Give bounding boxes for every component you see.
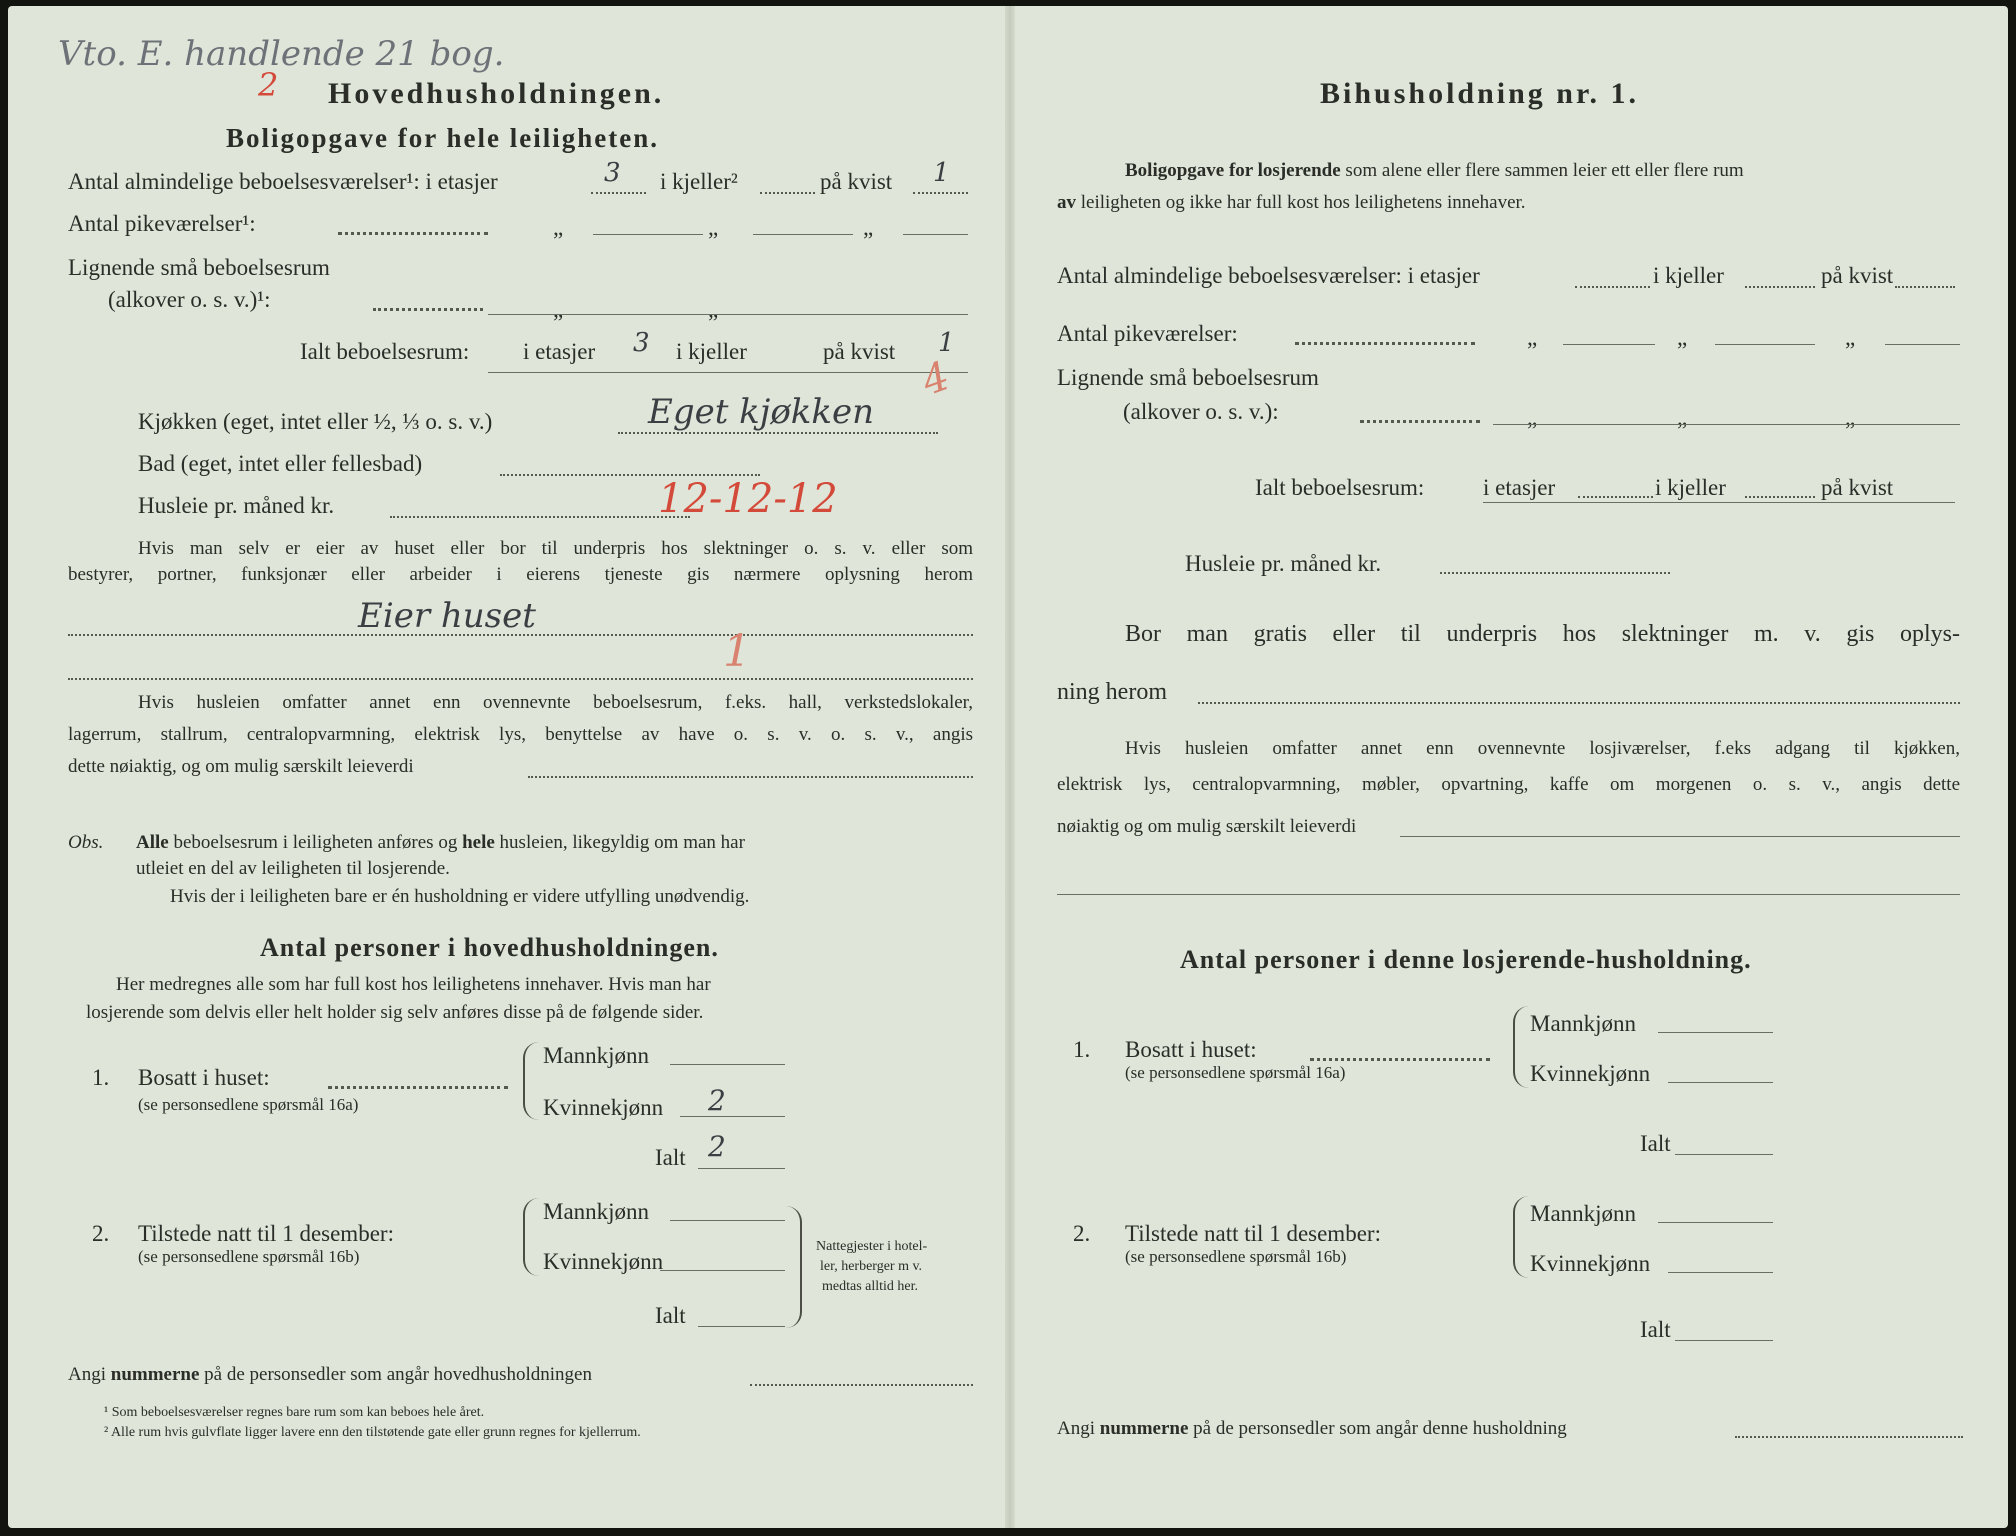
q1-mann-label: Mannkjønn xyxy=(543,1043,650,1068)
sub-q1-kvinne-field[interactable] xyxy=(1668,1082,1773,1083)
sub-rooms-etasjer-field[interactable] xyxy=(1575,286,1650,288)
q1-note: (se personsedlene spørsmål 16a) xyxy=(138,1095,359,1114)
ditto-mark: „ xyxy=(1677,405,1688,430)
rent-includes-3: dette nøiaktig, og om mulig særskilt leieverdi xyxy=(68,756,414,777)
q2-right-brace xyxy=(786,1206,802,1328)
sub-small-label: Lignende små beboelsesrum xyxy=(1057,365,1319,390)
sub-numbers-field[interactable] xyxy=(1735,1436,1963,1438)
ditto-mark: „ xyxy=(1677,325,1688,350)
rent-includes-1: Hvis husleien omfatter annet enn ovennevnte beboelsesrum, f.eks. hall, verkstedslokaler, xyxy=(138,692,973,713)
ditto-mark: „ xyxy=(553,297,564,322)
owner-value: Eier huset xyxy=(358,596,536,636)
sub-q2-ialt-label: Ialt xyxy=(1640,1317,1671,1342)
handwritten-header: Vto. E. handlende 21 bog. xyxy=(58,34,505,74)
sub-maid-kvist-field[interactable] xyxy=(1885,344,1960,345)
sub-rent-label: Husleie pr. måned kr. xyxy=(1185,551,1382,576)
obs-line-2: utleiet en del av leiligheten til losjerende. xyxy=(136,858,450,879)
night-note-3: medtas alltid her. xyxy=(822,1279,919,1294)
sub-intro-text-2: leiligheten og ikke har full kost hos leilighetens innehaver. xyxy=(1080,192,1526,213)
sub-numbers-nummerne: nummerne xyxy=(1099,1418,1189,1439)
sub-rooms-kvist-label: på kvist xyxy=(1821,263,1894,288)
census-form-sheet xyxy=(8,6,2008,1528)
q1-ialt-field[interactable] xyxy=(698,1168,785,1169)
main-household-page xyxy=(8,6,1005,1528)
numbers-line xyxy=(68,1362,592,1388)
sub-rooms-label: Antal almindelige beboelsesværelser: i etasjer xyxy=(1057,263,1480,288)
q1-kvinne-label: Kvinnekjønn xyxy=(543,1095,664,1120)
sub-household-page xyxy=(1015,6,2008,1528)
sub-total-etasjer-field[interactable] xyxy=(1578,496,1653,498)
maid-rooms-leader xyxy=(338,232,488,235)
sub-intro-bold: Boligopgave for losjerende xyxy=(1125,160,1341,181)
q2-mann-label: Mannkjønn xyxy=(543,1199,650,1224)
sub-q2-ialt-field[interactable] xyxy=(1675,1340,1773,1341)
sub-persons-title: Antal personer i denne losjerende-husholdning. xyxy=(1180,945,1752,974)
rooms-kvist-value: 1 xyxy=(933,158,950,188)
bath-label: Bad (eget, intet eller fellesbad) xyxy=(138,451,423,476)
footnote-1-mark: ¹ xyxy=(104,1405,109,1420)
rooms-kjeller-field[interactable] xyxy=(760,192,815,194)
owner-red-mark: 1 xyxy=(723,626,751,677)
sub-q1-number: 1. xyxy=(1073,1037,1091,1062)
total-kjeller-label: i kjeller xyxy=(676,339,747,364)
obs-line-1 xyxy=(136,830,745,856)
owner-text-2: bestyrer, portner, funksjonær eller arbeider i eierens tjeneste gis nærmere oplysning herom xyxy=(68,564,973,585)
sub-includes-3: nøiaktig og om mulig særskilt leieverdi xyxy=(1057,816,1357,837)
ditto-mark: „ xyxy=(1845,405,1856,430)
small-rooms-field[interactable] xyxy=(488,314,968,315)
total-rooms-field[interactable] xyxy=(488,372,968,373)
sub-q2-note: (se personsedlene spørsmål 16b) xyxy=(1125,1247,1347,1266)
rent-includes-field[interactable] xyxy=(528,776,973,778)
q1-brace xyxy=(523,1042,539,1120)
total-etasjer-label: i etasjer xyxy=(523,339,596,364)
q1-mann-field[interactable] xyxy=(670,1064,785,1065)
sub-small-field[interactable] xyxy=(1493,424,1960,425)
small-rooms-leader xyxy=(373,308,483,311)
sub-intro-av: av xyxy=(1057,192,1076,213)
sub-intro-2 xyxy=(1057,190,1526,216)
obs-line-3: Hvis der i leiligheten bare er én husholdning er videre utfylling unødvendig. xyxy=(170,886,750,907)
handwritten-number: 2 xyxy=(258,66,279,104)
sub-includes-field[interactable] xyxy=(1400,836,1960,837)
q1-label: Bosatt i huset: xyxy=(138,1065,270,1090)
owner-text-1: Hvis man selv er eier av huset eller bor til underpris hos slektninger o. s. v. eller som xyxy=(138,538,973,559)
footnote-1 xyxy=(104,1404,484,1422)
sub-q2-kvinne-field[interactable] xyxy=(1668,1272,1773,1273)
sub-q2-brace xyxy=(1513,1196,1529,1278)
sub-q1-ialt-field[interactable] xyxy=(1675,1154,1773,1155)
owner-field-2[interactable] xyxy=(68,678,973,680)
obs-hele: hele xyxy=(462,832,495,853)
sub-free-field[interactable] xyxy=(1198,702,1960,704)
persons-text-2: losjerende som delvis eller helt holder sig selv anføres disse på de følgende sider. xyxy=(86,1002,704,1023)
q2-mann-field[interactable] xyxy=(670,1220,785,1221)
sub-intro-text: som alene eller flere sammen leier ett eller flere rum xyxy=(1345,160,1744,181)
rooms-kvist-field[interactable] xyxy=(913,192,968,194)
ditto-mark: „ xyxy=(708,297,719,322)
footnote-2-mark: ² xyxy=(104,1425,109,1440)
sub-q1-leader xyxy=(1310,1058,1490,1061)
sub-q2-mann-field[interactable] xyxy=(1658,1222,1773,1223)
persons-title: Antal personer i hovedhusholdningen. xyxy=(260,933,719,962)
sub-q2-kvinne-label: Kvinnekjønn xyxy=(1530,1251,1651,1276)
numbers-text: på de personsedler som angår hovedhusholdningen xyxy=(204,1364,592,1385)
obs-label: Obs. xyxy=(68,832,104,853)
numbers-field[interactable] xyxy=(750,1384,973,1386)
q2-label: Tilstede natt til 1 desember: xyxy=(138,1221,394,1246)
sub-rent-field[interactable] xyxy=(1440,572,1670,574)
owner-field-1[interactable] xyxy=(68,634,973,636)
q1-leader xyxy=(328,1086,508,1089)
total-etasjer-value: 3 xyxy=(633,328,650,358)
persons-text-1: Her medregnes alle som har full kost hos leilighetens innehaver. Hvis man har xyxy=(116,974,711,995)
q2-note: (se personsedlene spørsmål 16b) xyxy=(138,1247,360,1266)
rooms-etasjer-value: 3 xyxy=(604,158,621,188)
sub-includes-field-2[interactable] xyxy=(1057,894,1960,895)
sub-total-kvist: på kvist xyxy=(1821,475,1894,500)
sub-small-sublabel: (alkover o. s. v.): xyxy=(1123,399,1279,424)
red-check-mark: 4 xyxy=(915,353,956,405)
sub-free-text-2: ning herom xyxy=(1057,679,1167,705)
sub-q2-label: Tilstede natt til 1 desember: xyxy=(1125,1221,1381,1246)
obs-text-b: husleien, likegyldig om man har xyxy=(499,832,745,853)
sub-includes-2: elektrisk lys, centralopvarmning, møbler, opvartning, kaffe om morgenen o. s. v., angis dette xyxy=(1057,774,1960,795)
numbers-nummerne: nummerne xyxy=(110,1364,200,1385)
sub-total-etasjer: i etasjer xyxy=(1483,475,1556,500)
page-subtitle: Boligopgave for hele leiligheten. xyxy=(226,123,659,153)
small-rooms-sublabel: (alkover o. s. v.)¹: xyxy=(108,287,271,312)
q2-ialt-label: Ialt xyxy=(655,1303,686,1328)
ditto-mark: „ xyxy=(863,215,874,240)
kitchen-field[interactable] xyxy=(618,432,938,434)
sub-includes-1: Hvis husleien omfatter annet enn ovennevnte losjiværelser, f.eks adgang til kjøkken, xyxy=(1125,738,1960,759)
sub-maid-label: Antal pikeværelser: xyxy=(1057,321,1238,346)
footnote-1-text: Som beboelsesværelser regnes bare rum som kan beboes hele året. xyxy=(111,1405,485,1420)
page-title: Hovedhusholdningen. xyxy=(328,77,665,110)
sub-q1-brace xyxy=(1513,1006,1529,1088)
ditto-mark: „ xyxy=(708,215,719,240)
sub-numbers-angi: Angi xyxy=(1057,1418,1095,1439)
ditto-mark: „ xyxy=(553,215,564,240)
sub-free-text-1: Bor man gratis eller til underpris hos slektninger m. v. gis oplys- xyxy=(1125,621,1960,647)
sub-maid-kjeller-field[interactable] xyxy=(1715,344,1815,345)
night-note-2: ler, herberger m v. xyxy=(820,1259,923,1274)
footnote-2-text: Alle rum hvis gulvflate ligger lavere enn den tilstøtende gate eller grunn regnes for kjellerrum. xyxy=(110,1425,641,1440)
maid-rooms-label: Antal pikeværelser¹: xyxy=(68,211,256,236)
q1-ialt-value: 2 xyxy=(708,1130,726,1163)
sub-q1-mann-label: Mannkjønn xyxy=(1530,1011,1637,1036)
q1-number: 1. xyxy=(92,1065,110,1090)
kitchen-value: Eget kjøkken xyxy=(648,392,875,432)
sub-q1-ialt-label: Ialt xyxy=(1640,1131,1671,1156)
sub-q2-number: 2. xyxy=(1073,1221,1091,1246)
rent-label: Husleie pr. måned kr. xyxy=(138,493,335,518)
rent-includes-2: lagerrum, stallrum, centralopvarmning, elektrisk lys, benyttelse av have o. s. v. o. s. v., angis xyxy=(68,724,973,745)
rooms-kjeller-label: i kjeller² xyxy=(660,169,738,194)
q2-kvinne-label: Kvinnekjønn xyxy=(543,1249,664,1274)
sub-total-label: Ialt beboelsesrum: xyxy=(1255,475,1425,500)
total-kvist-label: på kvist xyxy=(823,339,896,364)
maid-kjeller-field[interactable] xyxy=(753,234,853,235)
maid-etasjer-field[interactable] xyxy=(593,234,703,235)
sub-total-kjeller-field[interactable] xyxy=(1745,496,1815,498)
ditto-mark: „ xyxy=(1527,405,1538,430)
sub-q1-label: Bosatt i huset: xyxy=(1125,1037,1257,1062)
ditto-mark: „ xyxy=(1845,325,1856,350)
sub-maid-leader xyxy=(1295,342,1475,345)
sub-q1-note: (se personsedlene spørsmål 16a) xyxy=(1125,1063,1346,1082)
sub-maid-etasjer-field[interactable] xyxy=(1563,344,1655,345)
sub-q1-mann-field[interactable] xyxy=(1658,1032,1773,1033)
total-rooms-label: Ialt beboelsesrum: xyxy=(300,339,470,364)
q1-kvinne-field[interactable] xyxy=(680,1116,785,1117)
sub-rooms-kjeller-label: i kjeller xyxy=(1653,263,1724,288)
rent-value: 12-12-12 xyxy=(658,476,838,522)
rooms-kvist-label: på kvist xyxy=(820,169,893,194)
ditto-mark: „ xyxy=(1527,325,1538,350)
sub-q2-mann-label: Mannkjønn xyxy=(1530,1201,1637,1226)
q2-ialt-field[interactable] xyxy=(698,1326,785,1327)
small-rooms-label: Lignende små beboelsesrum xyxy=(68,255,330,280)
sub-total-field[interactable] xyxy=(1483,502,1955,503)
q2-brace xyxy=(523,1198,539,1276)
q2-kvinne-field[interactable] xyxy=(660,1270,785,1271)
q1-ialt-label: Ialt xyxy=(655,1145,686,1170)
sub-numbers-line xyxy=(1057,1416,1567,1442)
rooms-etasjer-field[interactable] xyxy=(591,192,646,194)
rooms-label: Antal almindelige beboelsesværelser¹: i etasjer xyxy=(68,169,498,194)
q2-number: 2. xyxy=(92,1221,110,1246)
obs-text-a: beboelsesrum i leiligheten anføres og xyxy=(173,832,458,853)
sub-intro-1 xyxy=(1125,158,1744,184)
q1-kvinne-value: 2 xyxy=(708,1084,726,1117)
night-note-1: Nattegjester i hotel- xyxy=(816,1239,928,1254)
sub-q1-kvinne-label: Kvinnekjønn xyxy=(1530,1061,1651,1086)
sub-rooms-kvist-field[interactable] xyxy=(1895,286,1955,288)
sub-rooms-kjeller-field[interactable] xyxy=(1745,286,1815,288)
page-fold xyxy=(1005,6,1015,1528)
obs-alle: Alle xyxy=(136,832,169,853)
sub-small-leader xyxy=(1360,420,1480,423)
footnote-2 xyxy=(104,1424,641,1442)
sub-total-kjeller: i kjeller xyxy=(1655,475,1726,500)
sub-numbers-text: på de personsedler som angår denne husholdning xyxy=(1193,1418,1567,1439)
numbers-angi: Angi xyxy=(68,1364,106,1385)
rent-field[interactable] xyxy=(390,516,690,518)
kitchen-label: Kjøkken (eget, intet eller ½, ⅓ o. s. v.) xyxy=(138,409,493,434)
total-kvist-value: 1 xyxy=(938,328,955,358)
sub-title: Bihusholdning nr. 1. xyxy=(1320,77,1640,110)
maid-kvist-field[interactable] xyxy=(903,234,968,235)
